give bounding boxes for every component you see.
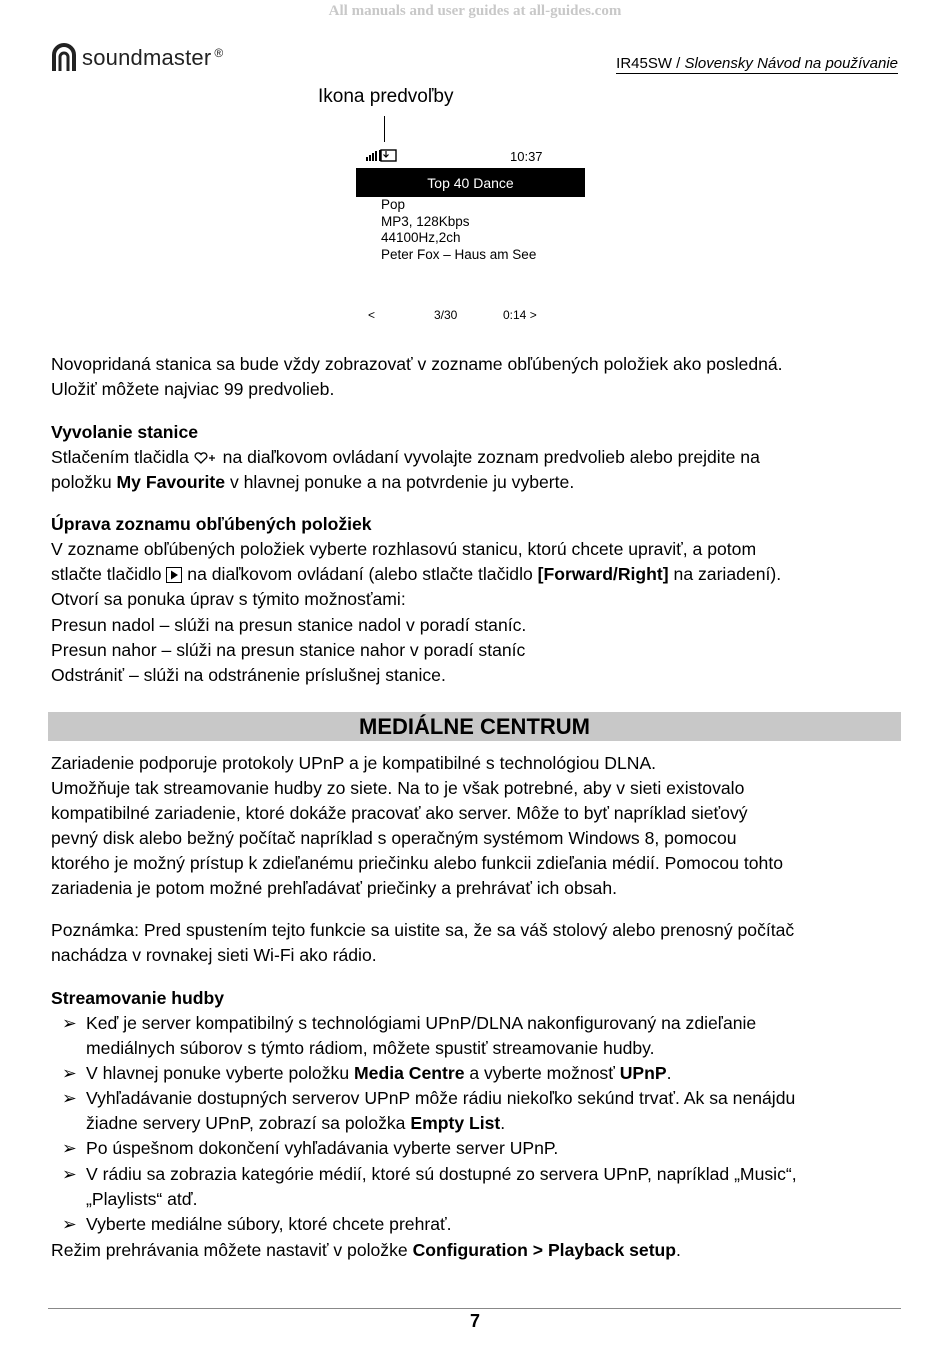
station-info	[381, 197, 536, 263]
station-title-bar	[356, 168, 585, 197]
edit-option: Odstrániť – slúži na odstránenie príslušnej stanice.	[51, 665, 446, 685]
screen-elapsed: 0:14 >	[503, 308, 537, 322]
edit-line: Otvorí sa ponuka úprav s týmito možnosťami:	[51, 589, 406, 609]
streaming-heading: Streamovanie hudby	[51, 988, 225, 1008]
arrow-bullet-icon: ➢	[62, 1063, 77, 1083]
list-item: ➢ Po úspešnom dokončení vyhľadávania vyberte server UPnP.	[62, 1136, 558, 1161]
edit-line: V zozname obľúbených položiek vyberte rozhlasovú stanicu, ktorú chcete upraviť, a potom	[51, 539, 757, 559]
playback-setup-line: Režim prehrávania môžete nastaviť v položke Configuration > Playback setup.	[51, 1240, 681, 1260]
play-right-icon	[166, 567, 182, 583]
recall-line: Stlačením tlačidla na diaľkovom ovládaní vyvolajte zoznam predvolieb alebo prejdite na	[51, 447, 760, 467]
media-line: pevný disk alebo bežný počítač napríklad s operačným systémom Windows 8, pomocou	[51, 828, 737, 848]
screen-prev: <	[368, 308, 376, 322]
list-item-continuation: mediálnych súborov s týmto rádiom, môžete spustiť streamovanie hudby.	[86, 1038, 655, 1058]
brand-name: soundmaster ®	[82, 45, 224, 70]
watermark: All manuals and user guides at all-guides.com	[328, 3, 622, 19]
section-title-media: MEDIÁLNE CENTRUM	[48, 712, 901, 741]
arrow-bullet-icon: ➢	[62, 1138, 77, 1158]
list-item: ➢ Vyhľadávanie dostupných serverov UPnP môže rádiu niekoľko sekúnd trvať. Ak sa nenájdu	[62, 1086, 795, 1111]
footer-divider	[48, 1308, 901, 1309]
list-item: ➢ Vyberte mediálne súbory, ktoré chcete prehrať.	[62, 1212, 452, 1237]
model-name: IR45SW /	[616, 55, 685, 72]
caption-pointer-line	[384, 116, 385, 142]
list-item-continuation: „Playlists“ atď.	[86, 1189, 198, 1209]
arrow-bullet-icon: ➢	[62, 1164, 77, 1184]
edit-option: Presun nahor – slúži na presun stanice nahor v poradí staníc	[51, 640, 526, 660]
preset-icon-caption: Ikona predvoľby	[318, 86, 454, 107]
screen-index: 3/30	[434, 308, 458, 322]
note-line: Poznámka: Pred spustením tejto funkcie sa uistite sa, že sa váš stolový alebo prenosný počítač	[51, 920, 795, 940]
doc-header	[616, 55, 898, 74]
arrow-bullet-icon: ➢	[62, 1013, 77, 1033]
media-line: ktorého je možný prístup k zdieľanému priečinku alebo funkcii zdieľania médií. Pomocou tohto	[51, 853, 783, 873]
doc-title: Slovensky Návod na používanie	[684, 55, 898, 72]
arrow-bullet-icon: ➢	[62, 1214, 77, 1234]
station-bitrate: MP3, 128Kbps	[381, 213, 470, 229]
recall-heading: Vyvolanie stanice	[51, 422, 199, 442]
list-item: ➢ Keď je server kompatibilný s technológiami UPnP/DLNA nakonfigurovaný na zdieľanie	[62, 1011, 756, 1036]
intro-line: Novopridaná stanica sa bude vždy zobrazovať v zozname obľúbených položiek ako posledná.	[51, 354, 783, 374]
signal-preset-icon	[366, 148, 400, 162]
screen-time: 10:37	[510, 149, 543, 164]
favourite-heart-icon	[194, 451, 218, 465]
arrow-bullet-icon: ➢	[62, 1088, 77, 1108]
station-name: Top 40 Dance	[427, 174, 514, 191]
station-track: Peter Fox – Haus am See	[381, 246, 537, 262]
media-line: Zariadenie podporuje protokoly UPnP a je kompatibilné s technológiou DLNA.	[51, 753, 657, 773]
media-line: Umožňuje tak streamovanie hudby zo siete. Na to je však potrebné, aby v sieti existovalo	[51, 778, 745, 798]
page-number: 7	[469, 1311, 480, 1331]
recall-line: položku My Favourite v hlavnej ponuke a na potvrdenie ju vyberte.	[51, 472, 575, 492]
media-line: kompatibilné zariadenie, ktoré dokáže pracovať ako server. Môže to byť napríklad sieťový	[51, 803, 748, 823]
edit-option: Presun nadol – slúži na presun stanice nadol v poradí staníc.	[51, 615, 527, 635]
list-item-continuation: žiadne servery UPnP, zobrazí sa položka Empty List.	[86, 1113, 506, 1133]
soundmaster-logo-icon	[50, 43, 78, 73]
edit-line: stlačte tlačidlo na diaľkovom ovládaní (alebo stlačte tlačidlo [Forward/Right] na zariadení).	[51, 564, 782, 584]
note-line: nachádza v rovnakej sieti Wi-Fi ako rádio.	[51, 945, 377, 965]
station-samplerate: 44100Hz,2ch	[381, 230, 461, 245]
brand-logo	[50, 42, 223, 74]
edit-heading: Úprava zoznamu obľúbených položiek	[51, 514, 372, 534]
list-item: ➢ V hlavnej ponuke vyberte položku Media Centre a vyberte možnosť UPnP.	[62, 1061, 672, 1086]
media-line: zariadenia je potom možné prehľadávať priečinky a prehrávať ich obsah.	[51, 878, 618, 898]
station-genre: Pop	[381, 197, 406, 212]
list-item: ➢ V rádiu sa zobrazia kategórie médií, ktoré sú dostupné zo servera UPnP, napríklad „Music“,	[62, 1162, 797, 1187]
intro-line: Uložiť môžete najviac 99 predvolieb.	[51, 379, 335, 399]
